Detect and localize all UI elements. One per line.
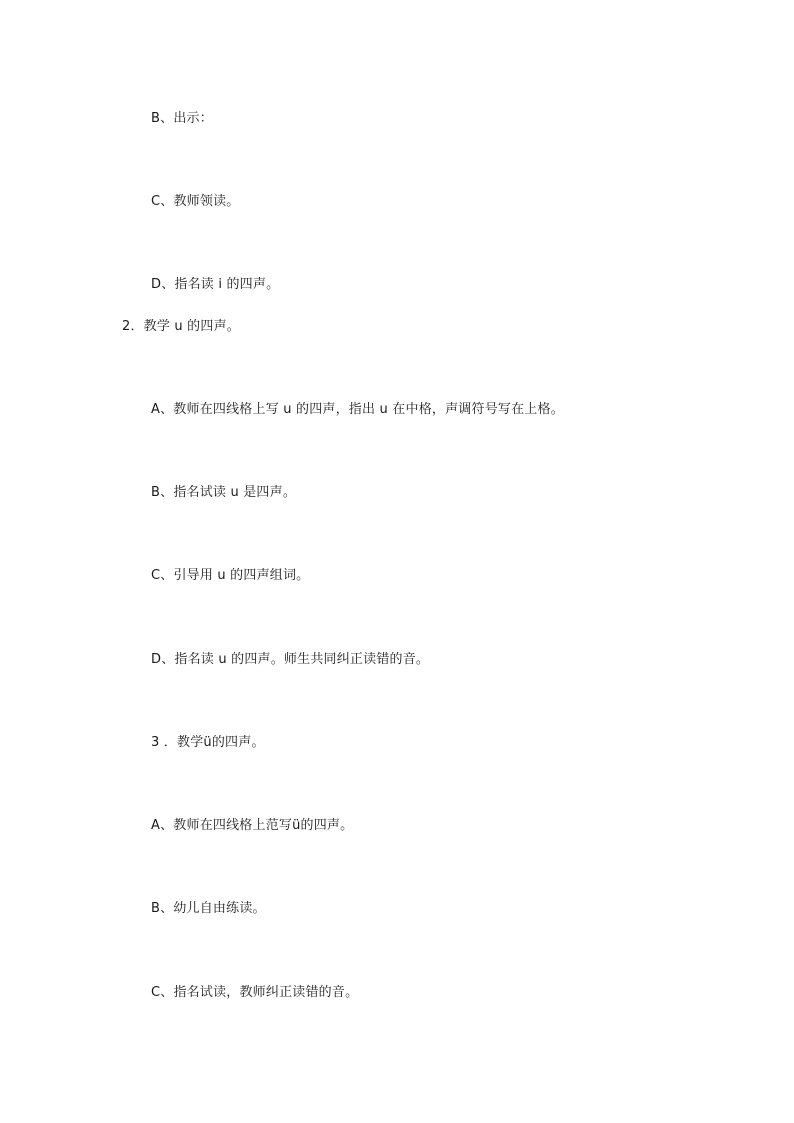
text-line-a-write-u: A、教师在四线格上写 u 的四声，指出 u 在中格，声调符号写在上格。 <box>151 402 564 417</box>
text-line-d-read-u: D、指名读 u 的四声。师生共同纠正读错的音。 <box>151 652 430 667</box>
text-line-c-teacher-read: C、教师领读。 <box>151 194 240 209</box>
text-line-b-practice: B、幼儿自由练读。 <box>151 901 266 916</box>
text-line-b-try-read-u: B、指名试读 u 是四声。 <box>151 485 297 500</box>
text-line-d-read-i: D、指名读 i 的四声。 <box>151 277 280 292</box>
section-heading-2: 2．教学 u 的四声。 <box>122 319 240 334</box>
text-line-b-show: B、出示： <box>151 111 213 126</box>
text-line-c-words-u: C、引导用 u 的四声组词。 <box>151 568 310 583</box>
section-heading-3: 3 ．教学ü的四声。 <box>151 735 265 750</box>
text-line-c-correct: C、指名试读，教师纠正读错的音。 <box>151 985 359 1000</box>
text-line-a-write-v: A、教师在四线格上范写ü的四声。 <box>151 818 354 833</box>
